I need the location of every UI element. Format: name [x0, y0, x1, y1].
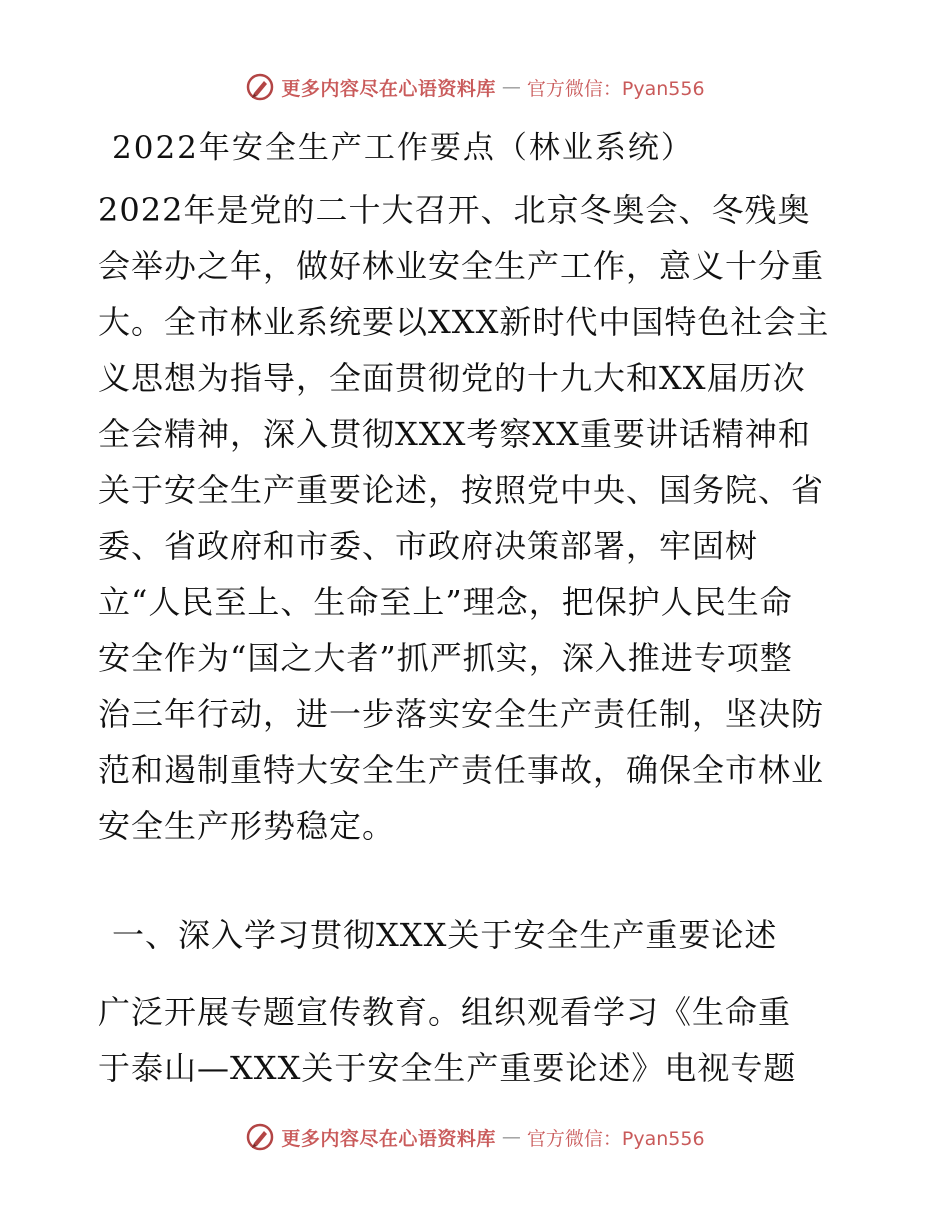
paragraph-line: 委、省政府和市委、市政府决策部署，牢固树 — [98, 527, 759, 565]
paragraph-line: 广泛开展专题宣传教育。组织观看学习《生命重 — [98, 993, 792, 1031]
watermark-separator: — — [501, 76, 521, 98]
watermark-text: 更多内容尽在心语资料库 — [281, 77, 496, 100]
paragraph-line: 2022年是党的二十大召开、北京冬奥会、冬残奥 — [98, 191, 811, 229]
paragraph-line: 全会精神，深入贯彻XXX考察XX重要讲话精神和 — [98, 415, 811, 453]
paragraph-line: 安全作为“国之大者”抓严抓实，深入推进专项整 — [98, 639, 793, 677]
paragraph-line: 会举办之年，做好林业安全生产工作，意义十分重 — [98, 247, 825, 285]
document-title: 2022年安全生产工作要点（林业系统） — [112, 130, 694, 166]
paragraph-line: 关于安全生产重要论述，按照党中央、国务院、省 — [98, 471, 825, 509]
paragraph-line: 大。全市林业系统要以XXX新时代中国特色社会主 — [98, 303, 830, 341]
paragraph-line: 立“人民至上、生命至上”理念，把保护人民生命 — [98, 583, 793, 621]
pen-logo-icon — [245, 72, 275, 102]
watermark-wechat: 官方微信：Pyan556 — [526, 77, 705, 100]
pen-logo-icon — [245, 1122, 275, 1152]
paragraph-line: 治三年行动，进一步落实安全生产责任制，坚决防 — [98, 695, 825, 733]
watermark-text: 更多内容尽在心语资料库 — [281, 1127, 496, 1150]
paragraph-section1 — [98, 984, 858, 1096]
paragraph-line: 于泰山—XXX关于安全生产重要论述》电视专题 — [98, 1049, 797, 1087]
section-heading: 一、深入学习贯彻XXX关于安全生产重要论述 — [112, 916, 778, 954]
paragraph-line: 义思想为指导，全面贯彻党的十九大和XX届历次 — [98, 359, 806, 397]
paragraph-intro — [98, 182, 858, 854]
watermark-separator: — — [501, 1126, 521, 1148]
watermark-wechat: 官方微信：Pyan556 — [526, 1127, 705, 1150]
watermark-footer — [0, 1122, 950, 1152]
watermark-header — [0, 72, 950, 102]
paragraph-line: 范和遏制重特大安全生产责任事故，确保全市林业 — [98, 751, 825, 789]
paragraph-line: 安全生产形势稳定。 — [98, 807, 396, 845]
